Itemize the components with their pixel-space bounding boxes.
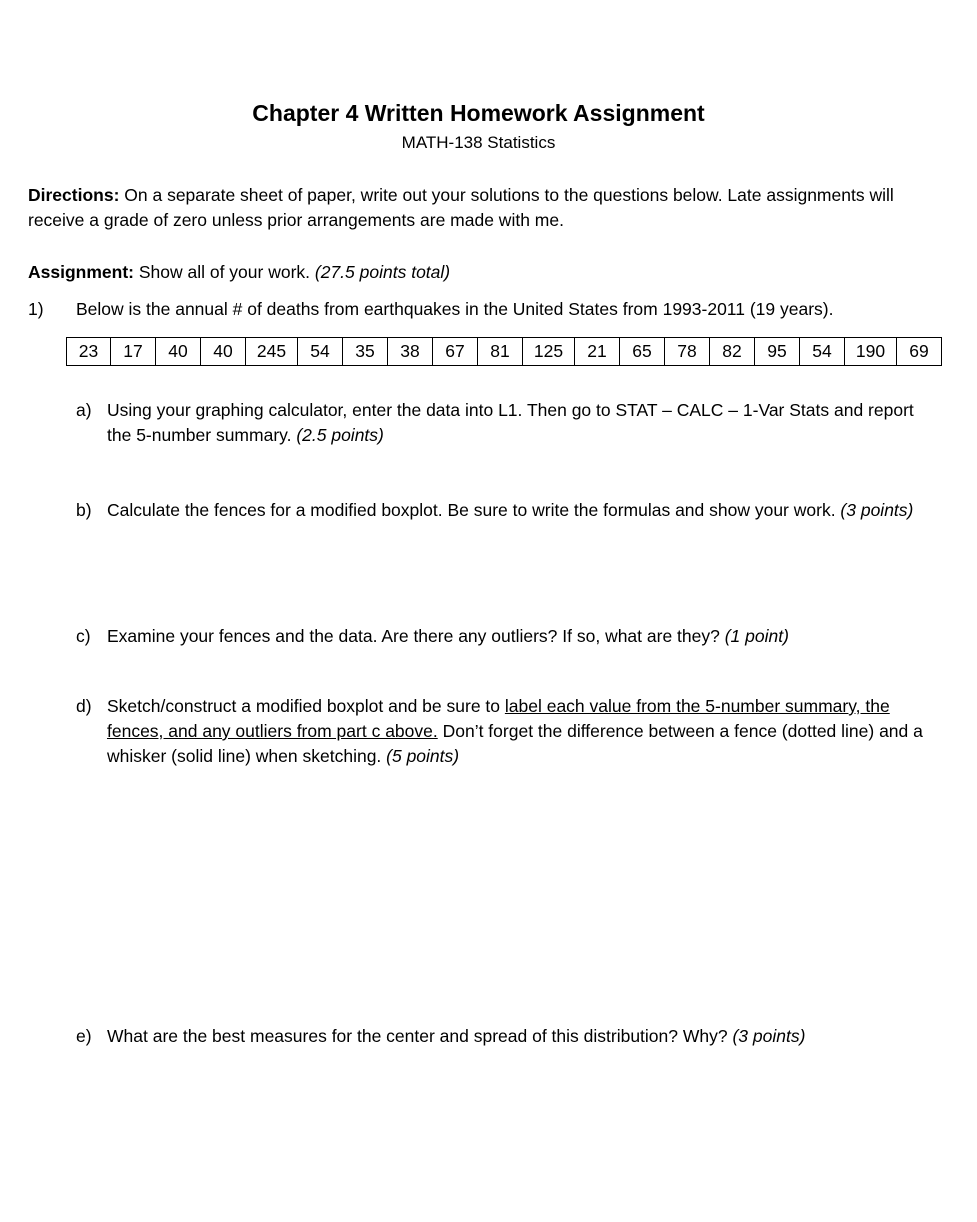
data-cell: 21 [575, 338, 620, 366]
part-e-letter: e) [76, 1026, 92, 1046]
part-d-underlined-text: label each value from the 5-number summary, the fences, and any outliers from part c above. [107, 696, 890, 741]
data-cell: 78 [665, 338, 710, 366]
question-1-text: Below is the annual # of deaths from earthquakes in the United States from 1993-2011 (19 years). [76, 299, 834, 319]
part-e-text: What are the best measures for the center and spread of this distribution? Why? [107, 1026, 733, 1046]
part-c-points: (1 point) [724, 626, 789, 646]
directions-paragraph [28, 183, 928, 233]
assignment-points: (27.5 points total) [314, 262, 451, 282]
part-d-text-before: Sketch/construct a modified boxplot and be sure to [107, 696, 505, 716]
part-c-body [107, 624, 937, 649]
data-cell: 82 [710, 338, 755, 366]
data-cell: 40 [201, 338, 246, 366]
data-cell: 125 [523, 338, 575, 366]
page-title: Chapter 4 Written Homework Assignment [252, 100, 705, 126]
data-cell: 17 [111, 338, 156, 366]
part-a-points: (2.5 points) [296, 425, 384, 445]
part-d-points: (5 points) [386, 746, 460, 766]
data-cell: 81 [478, 338, 523, 366]
part-d-body [107, 694, 937, 769]
part-a-body [107, 398, 937, 448]
data-cell: 38 [388, 338, 433, 366]
part-b-text: Calculate the fences for a modified boxplot. Be sure to write the formulas and show your work. [107, 500, 841, 520]
part-d-letter: d) [76, 696, 92, 716]
part-b-body [107, 498, 957, 523]
data-cell: 67 [433, 338, 478, 366]
part-e-body [107, 1024, 937, 1049]
part-b-letter: b) [76, 500, 92, 520]
part-a-text: Using your graphing calculator, enter the data into L1. Then go to STAT – CALC – 1-Var Stats and report the 5-number summary. [107, 400, 914, 445]
data-cell: 23 [67, 338, 111, 366]
course-subtitle: MATH-138 Statistics [401, 133, 556, 152]
data-cell: 54 [298, 338, 343, 366]
assignment-line [28, 260, 928, 285]
data-cell: 95 [755, 338, 800, 366]
question-1-number: 1) [28, 299, 44, 319]
assignment-text: Show all of your work. [133, 262, 315, 282]
data-cell: 190 [845, 338, 897, 366]
data-cell: 35 [343, 338, 388, 366]
part-c-letter: c) [76, 626, 91, 646]
assignment-label: Assignment: [28, 262, 134, 282]
part-d-text-after: Don’t forget the difference between a fence (dotted line) and a whisker (solid line) when sketching. [107, 721, 923, 766]
part-e-points: (3 points) [732, 1026, 806, 1046]
part-b-points: (3 points) [840, 500, 914, 520]
data-cell: 69 [897, 338, 942, 366]
earthquake-data-table [66, 337, 942, 366]
part-c-text: Examine your fences and the data. Are there any outliers? If so, what are they? [107, 626, 725, 646]
data-cell: 245 [246, 338, 298, 366]
data-cell: 54 [800, 338, 845, 366]
table-row [67, 338, 942, 366]
data-cell: 40 [156, 338, 201, 366]
part-a-letter: a) [76, 400, 92, 420]
directions-text: On a separate sheet of paper, write out your solutions to the questions below. Late assignments will receive a grade of zero unless prior arrangements are made with me. [28, 185, 894, 230]
directions-label: Directions: [28, 185, 120, 205]
data-cell: 65 [620, 338, 665, 366]
